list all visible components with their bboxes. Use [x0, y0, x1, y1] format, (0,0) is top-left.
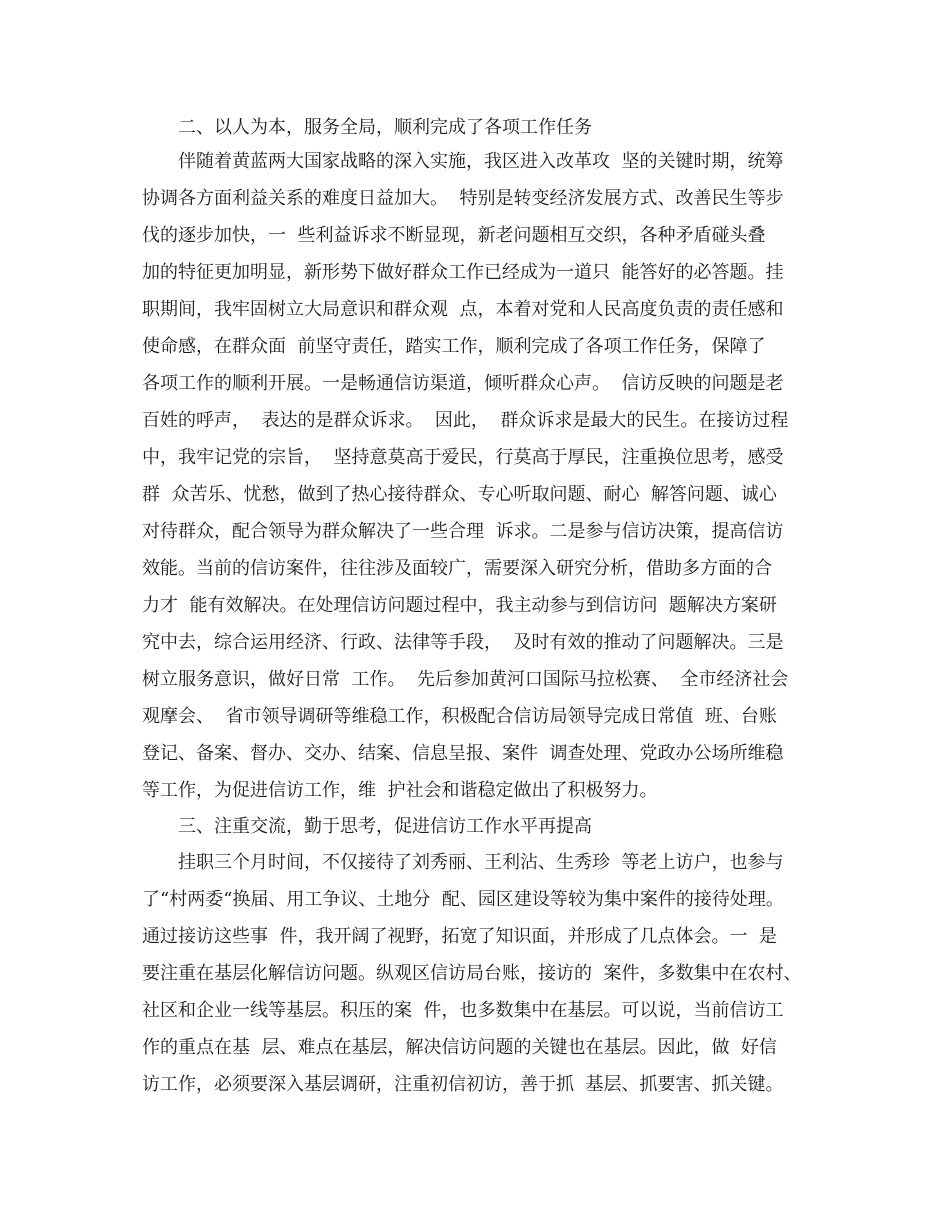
- paragraph-line: 加的特征更加明显，新形势下做好群众工作已经成为一道只 能答好的必答题。挂: [142, 262, 784, 283]
- paragraph-line: 等工作，为促进信访工作，维 护社会和谐稳定做出了积极努力。: [142, 780, 658, 801]
- paragraph-line: 作的重点在基 层、难点在基层，解决信访问题的关键也在基层。因此，做 好信: [142, 1037, 777, 1058]
- paragraph-line: 挂职三个月时间，不仅接待了刘秀丽、王利沾、生秀珍 等老上访户，也参与: [178, 852, 784, 873]
- paragraph-line: 社区和企业一线等基层。积压的案 件，也多数集中在基层。可以说，当前信访工: [142, 1000, 784, 1021]
- paragraph-line: 群 众苦乐、忧愁，做到了热心接待群众、专心听取问题、耐心 解答问题、诚心: [142, 484, 777, 505]
- paragraph-line: 中，我牢记党的宗旨， 坚持意莫高于爱民，行莫高于厚民，注重换位思考，感受: [142, 447, 784, 468]
- paragraph-line: 究中去，综合运用经济、行政、法律等手段， 及时有效的推动了问题解决。三是: [142, 632, 784, 653]
- paragraph-line: 职期间，我牢固树立大局意识和群众观 点，本着对党和人民高度负责的责任感和: [142, 299, 784, 320]
- section-heading-2: 二、以人为本，服务全局，顺利完成了各项工作任务: [178, 117, 592, 138]
- paragraph-line: 树立服务意识，做好日常 工作。 先后参加黄河口国际马拉松赛、 全市经济社会: [142, 669, 789, 690]
- paragraph-line: 对待群众，配合领导为群众解决了一些合理 诉求。二是参与信访决策，提高信访: [142, 521, 784, 542]
- paragraph-line: 通过接访这些事 件，我开阔了视野，拓宽了知识面，并形成了几点体会。一 是: [142, 926, 777, 947]
- paragraph-line: 登记、备案、督办、交办、结案、信息呈报、案件 调查处理、党政办公场所维稳: [142, 743, 784, 764]
- paragraph-line: 效能。当前的信访案件，往往涉及面较广，需要深入研究分析，借助多方面的合: [142, 558, 772, 579]
- paragraph-line: 观摩会、 省市领导调研等维稳工作，积极配合信访局领导完成日常值 班、台账: [142, 706, 777, 727]
- paragraph-line: 访工作，必须要深入基层调研，注重初信初访，善于抓 基层、抓要害、抓关键。: [142, 1074, 784, 1095]
- paragraph-line: 要注重在基层化解信访问题。纵观区信访局台账，接访的 案件，多数集中在农村、: [142, 963, 802, 984]
- paragraph-line: 伴随着黄蓝两大国家战略的深入实施，我区进入改革攻 坚的关键时期，统筹: [178, 151, 784, 172]
- paragraph-line: 伐的逐步加快，一 些利益诉求不断显现，新老问题相互交织，各种矛盾碰头叠: [142, 225, 766, 246]
- paragraph-line: 各项工作的顺利开展。一是畅通信访渠道，倾听群众心声。 信访反映的问题是老: [142, 373, 784, 394]
- paragraph-line: 了“村两委“换届、用工争议、土地分 配、园区建设等较为集中案件的接待处理。: [142, 889, 784, 910]
- paragraph-line: 协调各方面利益关系的难度日益加大。 特别是转变经济发展方式、改善民生等步: [142, 188, 784, 209]
- paragraph-line: 力才 能有效解决。在处理信访问题过程中，我主动参与到信访问 题解决方案研: [142, 595, 777, 616]
- section-heading-3: 三、注重交流，勤于思考，促进信访工作水平再提高: [178, 816, 592, 837]
- paragraph-line: 百姓的呼声， 表达的是群众诉求。 因此， 群众诉求是最大的民生。在接访过程: [142, 410, 789, 431]
- paragraph-line: 使命感，在群众面 前坚守责任，踏实工作，顺利完成了各项工作任务，保障了: [142, 336, 766, 357]
